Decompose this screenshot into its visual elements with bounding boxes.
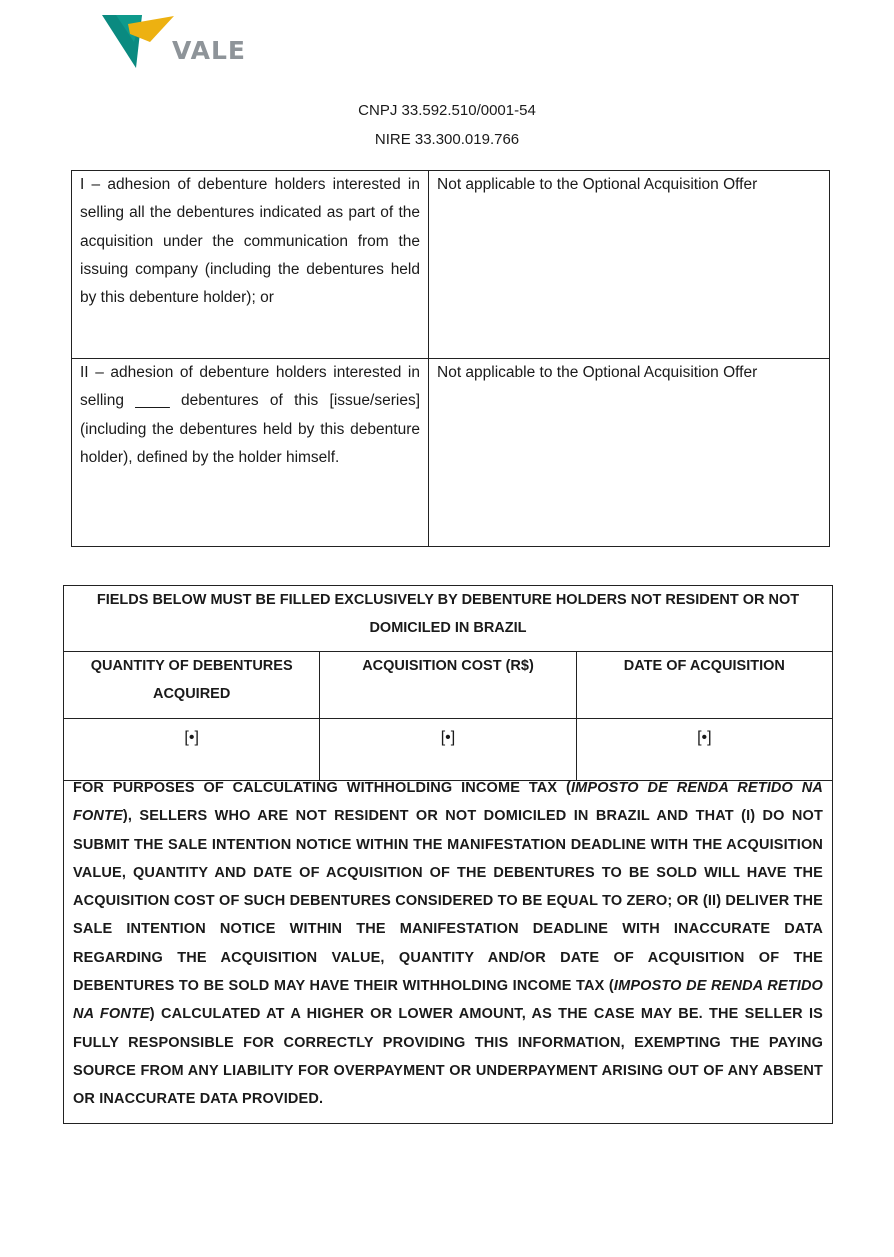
table-row	[72, 171, 830, 359]
adhesion-table	[71, 170, 830, 547]
cnpj-line: CNPJ 33.592.510/0001-54	[358, 102, 536, 119]
withholding-tax-notice	[63, 774, 833, 1124]
table-header-row	[64, 652, 833, 719]
vale-logo	[100, 12, 250, 72]
value-acquisition-date[interactable]: [•]	[576, 719, 832, 781]
table-row	[64, 586, 833, 652]
notice-italic-1: IMPOSTO DE RENDA RETIDO NA FONTE	[73, 780, 824, 825]
logo-text: VALE	[172, 36, 247, 65]
table-row	[64, 719, 833, 781]
value-quantity[interactable]: [•]	[64, 719, 320, 781]
notice-text-3: ) CALCULATED AT A HIGHER OR LOWER AMOUNT, AS THE CASE MAY BE. THE SELLER IS FULLY RESPONSIBLE FOR CORRECTLY PROVIDING THIS INFORMATION, EXEMPTING THE PAYING SOURCE FROM ANY LIABILITY FOR OVERPAYMENT OR UNDERPAYMENT ARISING OUT OF ANY ABSENT OR INACCURATE DATA PROVIDED.	[73, 1006, 823, 1108]
adhesion-option-1: I – adhesion of debenture holders interested in selling all the debentures indicated as part of the acquisition under the communication from the issuing company (including the debentures held by this debenture holder); or	[72, 171, 429, 359]
adhesion-option-2: II – adhesion of debenture holders interested in selling ____ debentures of this [issue/series] (including the debentures held by this debenture holder), defined by the holder himself.	[72, 359, 429, 547]
nonresident-table	[63, 585, 833, 781]
notice-text-2: ), SELLERS WHO ARE NOT RESIDENT OR NOT DOMICILED IN BRAZIL AND THAT (I) DO NOT SUBMIT THE SALE INTENTION NOTICE WITHIN THE MANIFESTATION DEADLINE WITH THE ACQUISITION VALUE, QUANTITY AND DATE OF ACQUISITION OF THE DEBENTURES TO BE SOLD WILL HAVE THE ACQUISITION COST OF SUCH DEBENTURES CONSIDERED TO BE EQUAL TO ZERO; OR (II) DELIVER THE SALE INTENTION NOTICE WITHIN THE MANIFESTATION DEADLINE WITH INACCURATE DATA REGARDING THE ACQUISITION VALUE, QUANTITY AND/OR DATE OF ACQUISITION OF THE DEBENTURES TO BE SOLD MAY HAVE THEIR WITHHOLDING INCOME TAX (	[73, 808, 823, 995]
column-acquisition-date: DATE OF ACQUISITION	[576, 652, 832, 719]
value-acquisition-cost[interactable]: [•]	[320, 719, 576, 781]
table-row	[72, 359, 830, 547]
vale-logo-icon	[100, 12, 180, 72]
notice-text-1: FOR PURPOSES OF CALCULATING WITHHOLDING INCOME TAX (	[73, 780, 571, 796]
column-acquisition-cost: ACQUISITION COST (R$)	[320, 652, 576, 719]
adhesion-option-2-status: Not applicable to the Optional Acquisition Offer	[429, 359, 830, 547]
notice-italic-2: IMPOSTO DE RENDA RETIDO NA FONTE	[73, 978, 823, 1023]
column-quantity: QUANTITY OF DEBENTURES ACQUIRED	[64, 652, 320, 719]
nonresident-title: FIELDS BELOW MUST BE FILLED EXCLUSIVELY BY DEBENTURE HOLDERS NOT RESIDENT OR NOT DOMICILED IN BRAZIL	[64, 586, 833, 652]
adhesion-option-1-status: Not applicable to the Optional Acquisition Offer	[429, 171, 830, 359]
nire-line: NIRE 33.300.019.766	[374, 131, 520, 148]
